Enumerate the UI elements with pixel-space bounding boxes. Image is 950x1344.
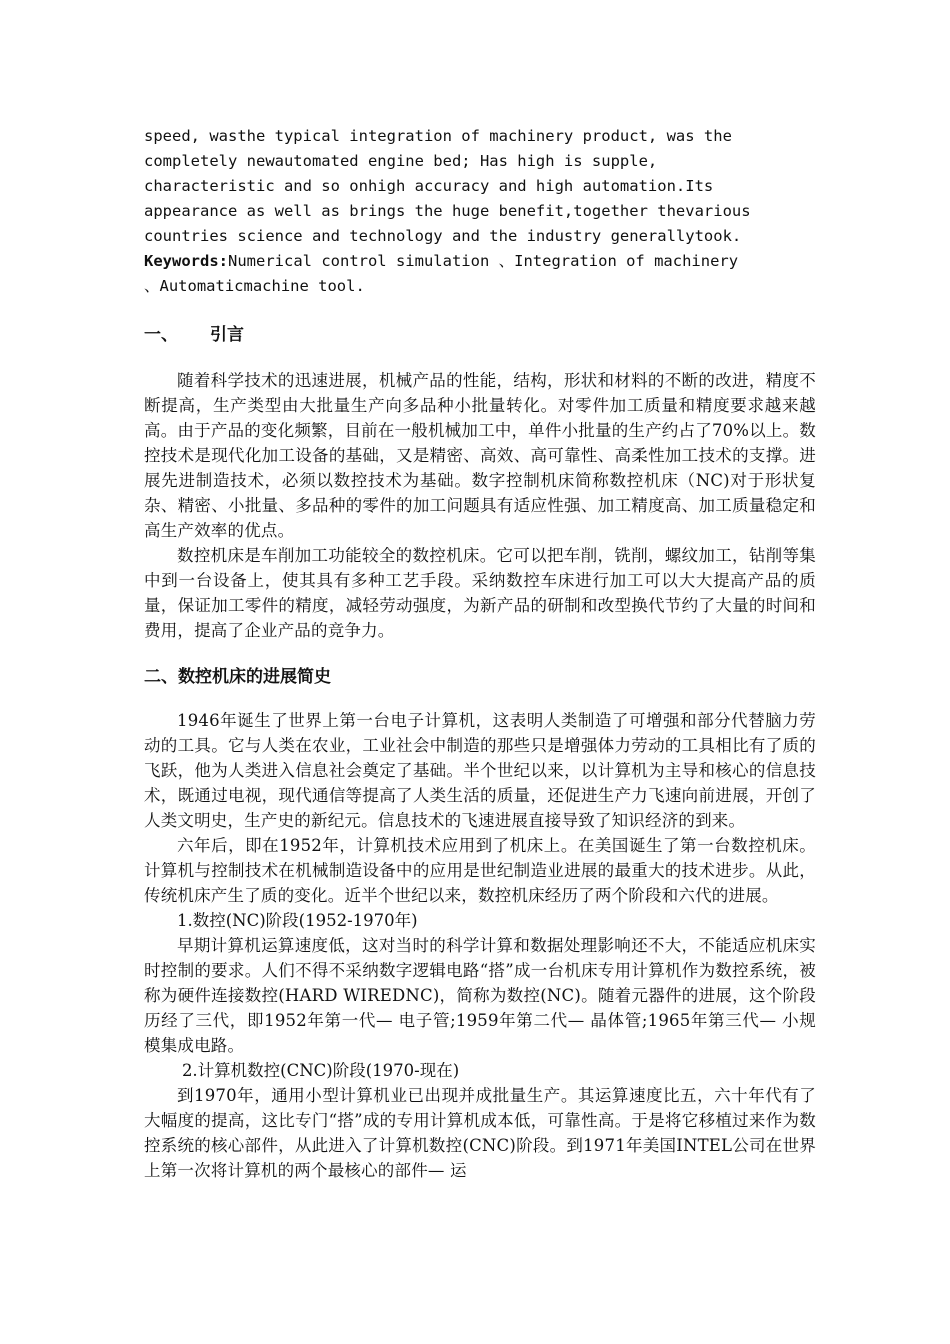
subsection-1-title: 1.数控(NC)阶段(1952-1970年) xyxy=(177,911,418,930)
abstract-line: characteristic and so onhigh accuracy and high automation.Its xyxy=(144,177,714,195)
subsection-2-paragraph: 到1970年，通用小型计算机业已出现并成批量生产。其运算速度比五，六十年代有了大幅度的提高，这比专门“搭”成的专用计算机成本低，可靠性高。于是将它移植过来作为数控系统的核心部件，从此进入了计算机数控(CNC)阶段。到1971年美国INTEL公司在世界上第一次将计算机的两个最核心的部件— 运 xyxy=(144,1086,816,1180)
subsection-2-title: 2.计算机数控(CNC)阶段(1970-现在) xyxy=(181,1061,460,1080)
abstract-line: completely newautomated engine bed; Has high is supple, xyxy=(144,152,658,170)
section-1-paragraph: 随着科学技术的迅速进展，机械产品的性能，结构，形状和材料的不断的改进，精度不断提高，生产类型由大批量生产向多品种小批量转化。对零件加工质量和精度要求越来越高。由于产品的变化频繁，目前在一般机械加工中，单件小批量的生产约占了70%以上。数控技术是现代化加工设备的基础，又是精密、高效、高可靠性、高柔性加工技术的支撑。进展先进制造技术，必须以数控技术为基础。数字控制机床简称数控机床（NC)对于形状复杂、精密、小批量、多品种的零件的加工问题具有适应性强、加工精度高、加工质量稳定和高生产效率的优点。 xyxy=(144,371,816,540)
section-2-heading: 二、数控机床的进展简史 xyxy=(144,667,331,687)
abstract-line: countries science and technology and the industry generallytook. xyxy=(144,227,742,245)
section-1-heading xyxy=(144,323,816,348)
abstract-line: appearance as well as brings the huge benefit,together thevarious xyxy=(144,202,751,220)
subsection-1-paragraph: 早期计算机运算速度低，这对当时的科学计算和数据处理影响还不大，不能适应机床实时控制的要求。人们不得不采纳数字逻辑电路“搭”成一台机床专用计算机作为数控系统，被称为硬件连接数控(HARD WIREDNC)，简称为数控(NC)。随着元器件的进展，这个阶段历经了三代，即1952年第一代— 电子管;1959年第二代— 晶体管;1965年第三代— 小规模集成电路。 xyxy=(144,936,816,1055)
section-1-title: 引言 xyxy=(210,325,244,345)
section-1-number: 一、 xyxy=(144,325,178,345)
keywords-line xyxy=(144,249,816,274)
abstract-line: speed, wasthe typical integration of machinery product, was the xyxy=(144,127,732,145)
keywords-label: Keywords: xyxy=(144,252,228,270)
section-2-paragraph: 1946年诞生了世界上第一台电子计算机，这表明人类制造了可增强和部分代替脑力劳动的工具。它与人类在农业，工业社会中制造的那些只是增强体力劳动的工具相比有了质的飞跃，他为人类进入信息社会奠定了基础。半个世纪以来，以计算机为主导和核心的信息技术，既通过电视，现代通信等提高了人类生活的质量，还促进生产力飞速向前进展，开创了人类文明史，生产史的新纪元。信息技术的飞速进展直接导致了知识经济的到来。 xyxy=(144,711,816,830)
keywords-text: Numerical control simulation 、Integration of machinery xyxy=(228,252,739,270)
section-2-paragraph: 六年后，即在1952年，计算机技术应用到了机床上。在美国诞生了第一台数控机床。计算机与控制技术在机械制造设备中的应用是世纪制造业进展的最重大的技术进步。从此，传统机床产生了质的变化。近半个世纪以来，数控机床经历了两个阶段和六代的进展。 xyxy=(144,836,816,905)
keywords-continuation: 、Automaticmachine tool. xyxy=(144,277,365,295)
document-page xyxy=(144,124,816,1183)
section-1-paragraph: 数控机床是车削加工功能较全的数控机床。它可以把车削，铣削，螺纹加工，钻削等集中到一台设备上，使其具有多种工艺手段。采纳数控车床进行加工可以大大提高产品的质量，保证加工零件的精度，减轻劳动强度，为新产品的研制和改型换代节约了大量的时间和费用，提高了企业产品的竞争力。 xyxy=(144,546,816,640)
